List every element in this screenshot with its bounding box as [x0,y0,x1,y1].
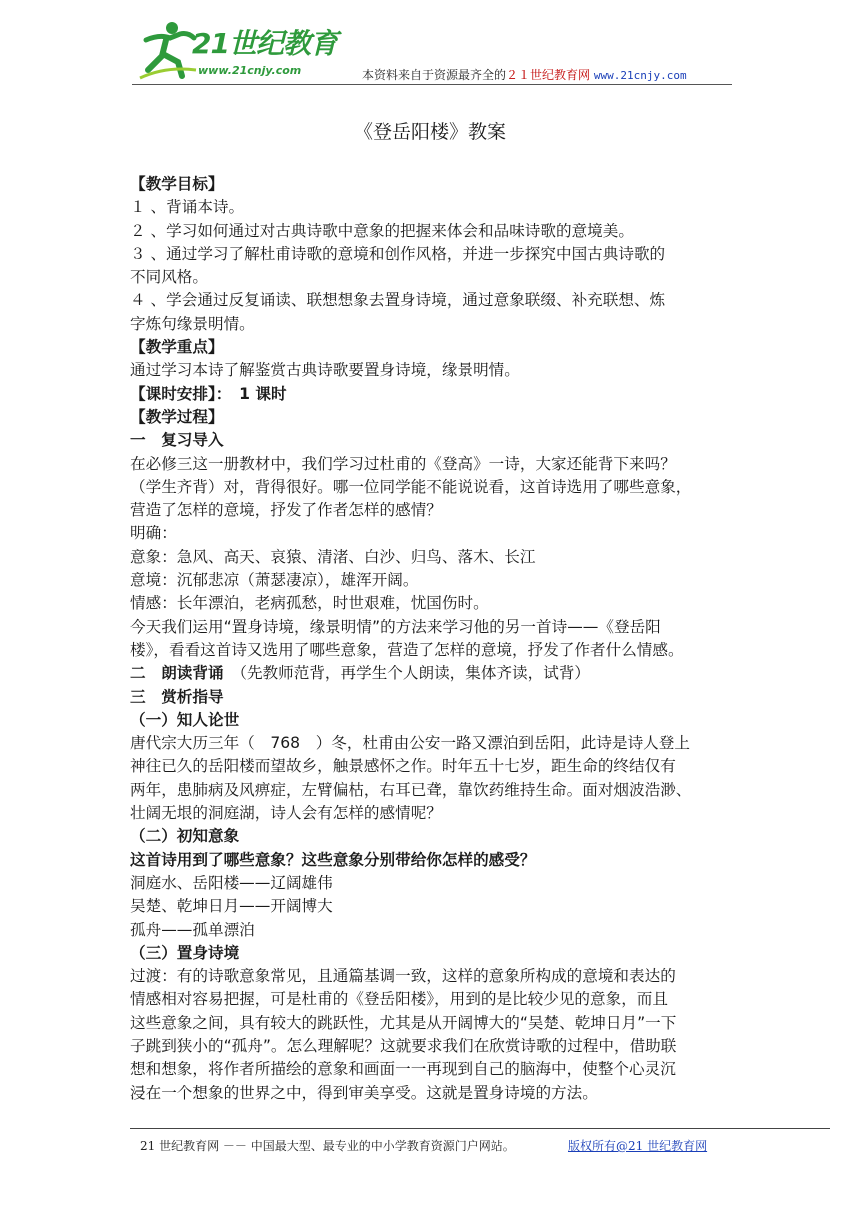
body-text: ２ 、学习如何通过对古典诗歌中意象的把握来体会和品味诗歌的意境美。 [130,221,634,240]
source-site-link[interactable]: ２１世纪教育网 [506,68,591,82]
body-line [130,849,730,872]
body-text: 意境：沉郁悲凉（萧瑟凄凉），雄浑开阔。 [130,571,419,590]
body-heading: 【教学重点】 [130,338,224,357]
body-text: 壮阔无垠的洞庭湖，诗人会有怎样的感情呢？ [130,804,442,823]
body-heading: 【教学目标】 [130,175,224,193]
body-text: 神往已久的岳阳楼而望故乡，触景感怀之作。时年五十七岁，距生命的终结仅有 [130,757,676,776]
body-text: 字炼句缘景明情。 [130,314,255,333]
body-text: 想和想象，将作者所描绘的意象和画面一一再现到自己的脑海中，使整个心灵沉 [130,1060,676,1079]
body-text: 楼》，看看这首诗又选用了哪些意象，营造了怎样的意境，抒发了作者什么情感。 [130,640,684,659]
body-line [130,872,730,895]
footer-tagline: 21 世纪教育网 －－ 中国最大型、最专业的中小学教育资源门户网站。 [140,1139,515,1153]
body-text: 过渡：有的诗歌意象常见，且通篇基调一致，这样的意象所构成的意境和表达的 [130,967,676,986]
body-line [130,196,730,219]
body-text: 情感相对容易把握，可是杜甫的《登岳阳楼》，用到的是比较少见的意象，而且 [130,990,668,1009]
logo-text: 21世纪教育 [192,27,337,60]
body-text: 意象：急风、高天、哀猿、清渚、白沙、归鸟、落木、长江 [130,547,536,566]
body-line [130,313,730,336]
body-line [130,988,730,1011]
body-heading: （二）初知意象 [130,827,240,846]
body-line [130,709,730,732]
body-line [130,802,730,825]
body-line [130,592,730,615]
body-text: 浸在一个想象的世界之中，得到审美享受。这就是置身诗境的方法。 [130,1083,598,1102]
body-line [130,919,730,942]
body-line [130,476,730,499]
body-line [130,639,730,662]
body-text: 这些意象之间，具有较大的跳跃性，尤其是从开阔博大的“吴楚、乾坤日月”一下 [130,1013,677,1032]
body-text: 今天我们运用“置身诗境，缘景明情”的方法来学习他的另一首诗——《登岳阳 [130,617,661,636]
body-line [130,662,730,685]
body-line [130,1058,730,1081]
body-line [130,289,730,312]
body-text: 吴楚、乾坤日月——开阔博大 [130,897,333,916]
body-heading: （三）置身诗境 [130,943,240,962]
body-text: 两年，患肺病及风痹症，左臂偏枯，右耳已聋，靠饮药维持生命。面对烟波浩渺、 [130,780,692,799]
body-line [130,499,730,522]
body-text: ３ 、通过学习了解杜甫诗歌的意境和创作风格，并进一步探究中国古典诗歌的 [130,244,666,263]
body-line [130,569,730,592]
source-prefix: 本资料来自于资源最齐全的 [362,68,507,82]
source-url-link[interactable]: www.21cnjy.com [593,69,687,82]
body-line [130,453,730,476]
body-text: １ 、背诵本诗。 [130,198,245,217]
runner-icon [136,20,200,80]
logo-url: www.21cnjy.com [198,64,302,77]
body-text: 洞庭水、岳阳楼——辽阔雄伟 [130,873,333,892]
body-text: 营造了怎样的意境，抒发了作者怎样的感情？ [130,501,442,520]
body-line [130,779,730,802]
body-line [130,383,730,406]
document-body [130,173,730,1105]
body-line [130,522,730,545]
body-text: 在必修三这一册教材中，我们学习过杜甫的《登高》一诗，大家还能背下来吗？ [130,454,676,473]
body-line [130,546,730,569]
body-line [130,942,730,965]
header-source-line [362,66,687,83]
body-text: 孤舟——孤单漂泊 [130,920,255,939]
body-line [130,173,730,196]
body-line [130,686,730,709]
document-title: 《登岳阳楼》教案 [353,121,506,143]
body-heading: 二 朗读背诵 [130,664,224,683]
body-heading: 这首诗用到了哪些意象？这些意象分别带给你怎样的感受？ [130,850,536,869]
body-text: 子跳到狭小的“孤舟”。怎么理解呢？这就要求我们在欣赏诗歌的过程中，借助联 [130,1036,677,1055]
body-line [130,336,730,359]
body-line [130,266,730,289]
body-line [130,359,730,382]
body-line [130,825,730,848]
body-heading: 【课时安排】： 1 课时 [130,384,287,403]
body-line [130,616,730,639]
body-line [130,965,730,988]
body-note: （先教师范背，再学生个人朗读，集体齐读，试背） [223,664,591,683]
body-text: 不同风格。 [130,268,208,287]
site-logo[interactable] [136,20,346,84]
body-heading: 三 赏析指导 [130,687,224,706]
body-line [130,220,730,243]
body-text: 明确： [130,524,177,543]
body-text: 唐代宗大历三年（ 768 ）冬，杜甫由公安一路又漂泊到岳阳，此诗是诗人登上 [130,734,690,753]
header-divider [132,84,732,85]
body-line [130,732,730,755]
body-text: ４ 、学会通过反复诵读、联想想象去置身诗境，通过意象联缀、补充联想、炼 [130,291,666,310]
body-line [130,895,730,918]
body-line [130,406,730,429]
footer-divider [130,1128,830,1129]
body-heading: 一 复习导入 [130,431,224,450]
body-heading: 【教学过程】 [130,407,224,426]
page-header [0,0,860,100]
body-line [130,1082,730,1105]
body-text: 情感：长年漂泊，老病孤愁，时世艰难，忧国伤时。 [130,594,489,613]
body-line [130,1012,730,1035]
body-text: 通过学习本诗了解鉴赏古典诗歌要置身诗境，缘景明情。 [130,361,520,380]
body-line [130,243,730,266]
body-heading: （一）知人论世 [130,710,240,729]
body-line [130,429,730,452]
body-text: （学生齐背）对，背得很好。哪一位同学能不能说说看，这首诗选用了哪些意象， [130,477,692,496]
body-line [130,755,730,778]
footer-copyright-link[interactable]: 版权所有@21 世纪教育网 [568,1139,708,1153]
body-line [130,1035,730,1058]
